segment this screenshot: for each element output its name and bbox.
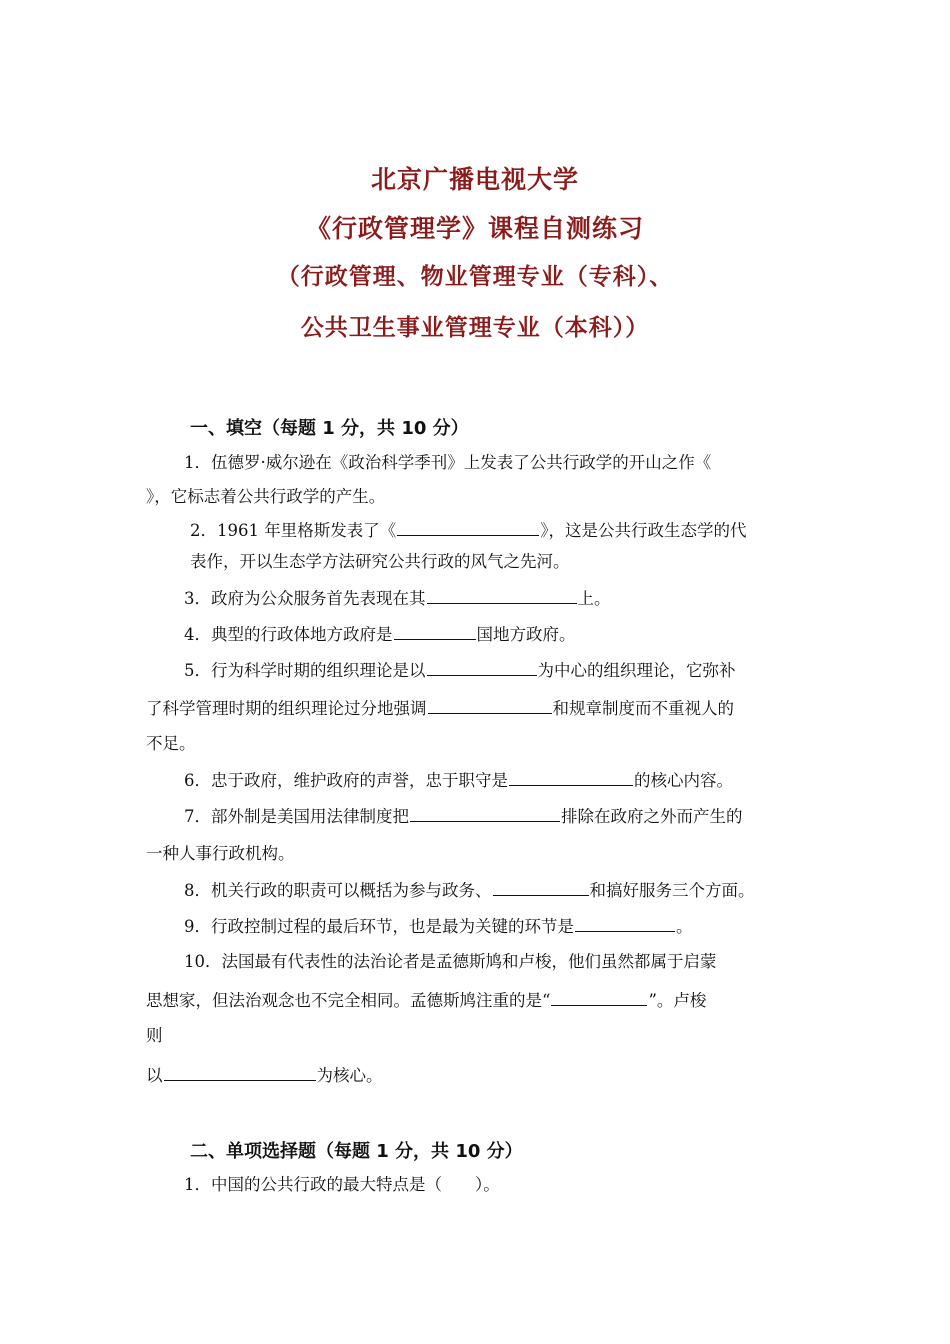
answer-blank[interactable] xyxy=(427,659,537,676)
question-2-line-2: 表作，开以生态学方法研究公共行政的风气之先河。 xyxy=(190,552,570,571)
section-heading-fill-blank: 一、填空（每题 1 分，共 10 分） xyxy=(190,418,469,439)
answer-blank[interactable] xyxy=(427,587,577,604)
question-5-line-1: 5．行为科学时期的组织理论是以 为中心的组织理论，它弥补 xyxy=(184,661,736,680)
question-7-line-1: 7．部外制是美国用法律制度把 排除在政府之外而产生的 xyxy=(184,807,743,826)
subtitle-majors-cont: 公共卫生事业管理专业（本科）） xyxy=(300,315,650,341)
question-1-line-1: 1．伍德罗·威尔逊在《政治科学季刊》上发表了公共行政学的开山之作《 xyxy=(184,453,712,472)
answer-blank[interactable] xyxy=(551,989,647,1006)
question-10-line-4: 以 为核心。 xyxy=(146,1066,383,1085)
question-10-line-3: 则 xyxy=(146,1026,163,1045)
question-9: 9．行政控制过程的最后环节，也是最为关键的环节是 。 xyxy=(184,917,693,936)
question-6: 6．忠于政府，维护政府的声誉，忠于职守是 的核心内容。 xyxy=(184,771,733,790)
choice-question-1: 1．中国的公共行政的最大特点是（ ）。 xyxy=(184,1175,500,1194)
answer-blank[interactable] xyxy=(509,769,633,786)
question-2-line-1: 2．1961 年里格斯发表了《 》，这是公共行政生态学的代 xyxy=(190,521,747,540)
answer-blank[interactable] xyxy=(410,805,560,822)
question-5-line-2: 了科学管理时期的组织理论过分地强调 和规章制度而不重视人的 xyxy=(146,699,734,718)
section-heading-single-choice: 二、单项选择题（每题 1 分，共 10 分） xyxy=(190,1141,523,1162)
question-3: 3．政府为公众服务首先表现在其 上。 xyxy=(184,589,611,608)
course-title: 《行政管理学》课程自测练习 xyxy=(305,214,644,243)
answer-blank[interactable] xyxy=(397,519,539,536)
subtitle-majors: （行政管理、物业管理专业（专科）、 xyxy=(276,264,674,290)
question-10-line-1: 10．法国最有代表性的法治论者是孟德斯鸠和卢梭，他们虽然都属于启蒙 xyxy=(184,952,717,971)
answer-blank[interactable] xyxy=(428,697,552,714)
document-title: 北京广播电视大学 xyxy=(370,165,579,194)
answer-blank[interactable] xyxy=(394,623,476,640)
answer-blank[interactable] xyxy=(493,879,589,896)
question-10-line-2: 思想家，但法治观念也不完全相同。孟德斯鸠注重的是“ ”。卢梭 xyxy=(146,991,707,1010)
question-1-line-2: 》，它标志着公共行政学的产生。 xyxy=(146,487,386,506)
answer-blank[interactable] xyxy=(575,915,675,932)
question-7-line-2: 一种人事行政机构。 xyxy=(146,844,295,863)
question-4: 4．典型的行政体地方政府是 国地方政府。 xyxy=(184,625,576,644)
question-8: 8．机关行政的职责可以概括为参与政务、 和搞好服务三个方面。 xyxy=(184,881,755,900)
question-5-line-3: 不足。 xyxy=(146,734,196,753)
answer-blank[interactable] xyxy=(164,1064,316,1081)
